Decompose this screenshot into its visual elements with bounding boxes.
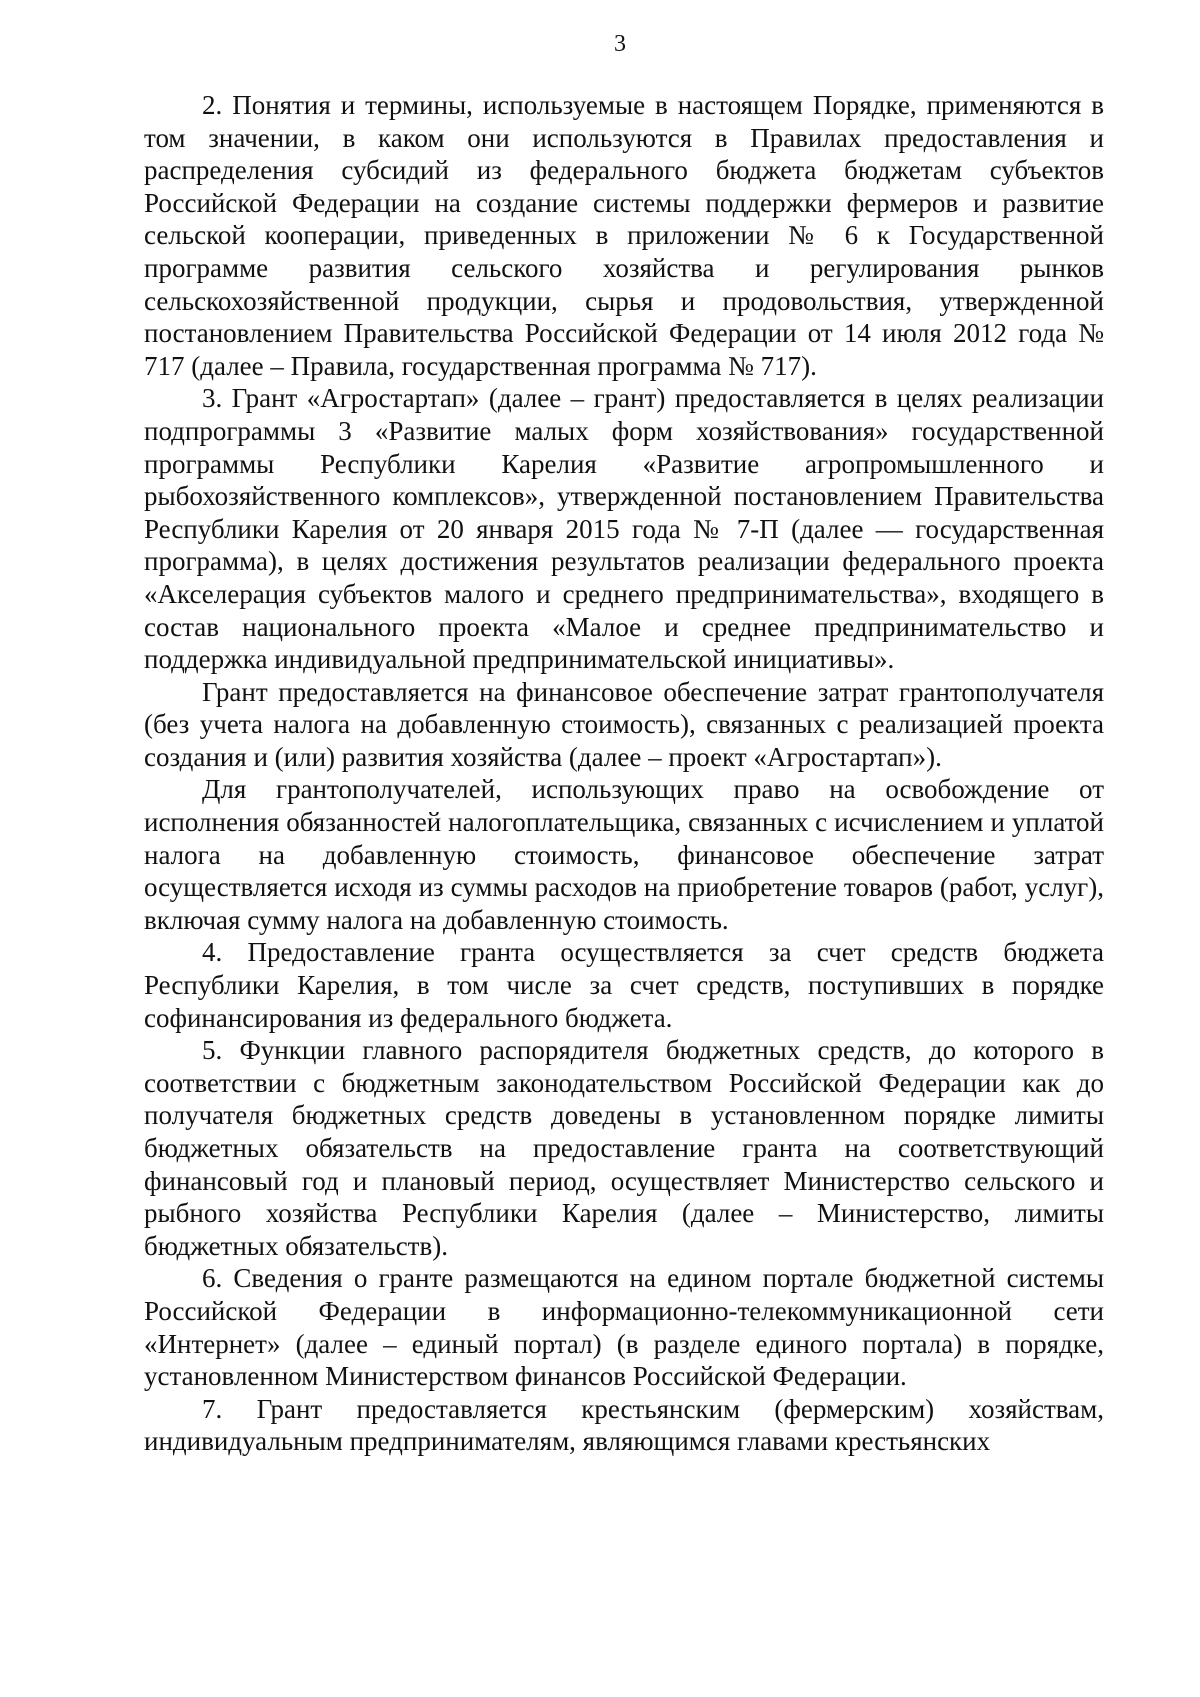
paragraph-3-grant-agrostartap: 3. Грант «Агростартап» (далее – грант) предоставляется в целях реализации подпрограммы 3 «Развитие малых форм хозяйствования» государственной программы Республики Карелия «Развитие агропромышленного и рыбохозяйственного комплексов», утвержденной постановлением Правительства Республики Карелия от 20 января 2015 года № 7-П (далее — государственная программа), в целях достижения результатов реализации федерального проекта «Акселерация субъектов малого и среднего предпринимательства», входящего в состав национального проекта «Малое и среднее предпринимательство и поддержка индивидуальной предпринимательской инициативы». [144, 383, 1104, 675]
document-body [144, 89, 1104, 1458]
paragraph-2-terms: 2. Понятия и термины, используемые в настоящем Порядке, применяются в том значении, в каком они используются в Правилах предоставления и распределения субсидий из федерального бюджета бюджетам субъектов Российской Федерации на создание системы поддержки фермеров и развитие сельской кооперации, приведенных в приложении № 6 к Государственной программе развития сельского хозяйства и регулирования рынков сельскохозяйственной продукции, сырья и продовольствия, утвержденной постановлением Правительства Российской Федерации от 14 июля 2012 года № 717 (далее – Правила, государственная программа № 717). [144, 90, 1104, 381]
paragraph-4-funding-source: 4. Предоставление гранта осуществляется за счет средств бюджета Республики Карелия, в том числе за счет средств, поступивших в порядке софинансирования из федерального бюджета. [144, 937, 1104, 1033]
paragraph-7-recipients: 7. Грант предоставляется крестьянским (фермерским) хозяйствам, индивидуальным предпринимателям, являющимся главами крестьянских [144, 1393, 1104, 1457]
paragraph-6-portal-info: 6. Сведения о гранте размещаются на едином портале бюджетной системы Российской Федерации в информационно-телекоммуникационной сети «Интернет» (далее – единый портал) (в разделе единого портала) в порядке, установленном Министерством финансов Российской Федерации. [144, 1263, 1104, 1392]
paragraph-vat-exemption: Для грантополучателей, использующих право на освобождение от исполнения обязанностей налогоплательщика, связанных с исчислением и уплатой налога на добавленную стоимость, финансовое обеспечение затрат осуществляется исходя из суммы расходов на приобретение товаров (работ, услуг), включая сумму налога на добавленную стоимость. [144, 774, 1104, 935]
paragraph-grant-costs: Грант предоставляется на финансовое обеспечение затрат грантополучателя (без учета налога на добавленную стоимость), связанных с реализацией проекта создания и (или) развития хозяйства (далее – проект «Агростартап»). [144, 676, 1104, 772]
page-number: 3 [614, 31, 626, 57]
paragraph-5-budget-manager: 5. Функции главного распорядителя бюджетных средств, до которого в соответствии с бюджетным законодательством Российской Федерации как до получателя бюджетных средств доведены в установленном порядке лимиты бюджетных обязательств на предоставление гранта на соответствующий финансовый год и плановый период, осуществляет Министерство сельского и рыбного хозяйства Республики Карелия (далее – Министерство, лимиты бюджетных обязательств). [144, 1035, 1104, 1261]
